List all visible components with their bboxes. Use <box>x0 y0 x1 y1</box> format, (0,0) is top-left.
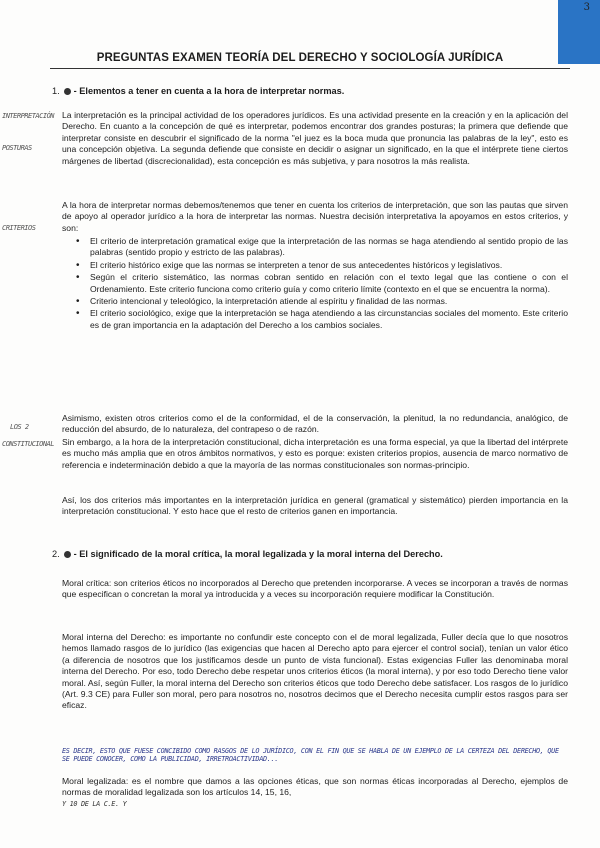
list-item: • Criterio intencional y teleológico, la interpretación atiende al espíritu y finalidad de las normas. <box>74 296 568 307</box>
bullet-icon <box>64 551 71 558</box>
margin-note-criterios: CRITERIOS <box>2 224 36 232</box>
section-1-paragraph-3: Asimismo, existen otros criterios como el de la conformidad, el de la conservación, la plenitud, la no redundancia, analógico, de reducción del absurdo, de lo naturaleza, del contrapeso o de razón. <box>62 413 568 435</box>
section-1-paragraph-5: Así, los dos criterios más importantes en la interpretación jurídica en general (gramatical y sistemático) pierden importancia en la interpretación constitucional. Y esto hace que el resto de criterios ganen en importancia. <box>62 495 568 517</box>
criteria-list <box>74 236 568 332</box>
section-1-paragraph-1: La interpretación es la principal actividad de los operadores jurídicos. Es una actividad presente en la creación y en la aplicación del Derecho. En cuanto a la concepción de qué es interpretar, podemos encontrar dos grandes posturas; la primera que defiende que interpretar consiste en descubrir el significado de la norma "el juez es la boca muda que pronuncia las palabras de la ley", esto es una concepción objetiva. La segunda defiende que consiste en decidir o asignar un significado, en la que el intérprete tiene ciertos márgenes de libertad (discrecionalidad), esta concepción es más subjetiva, y para nosotros la más realista. <box>62 110 568 166</box>
title-underline <box>50 68 570 69</box>
section-1-number: 1. <box>52 86 60 96</box>
moral-interna-paragraph: Moral interna del Derecho: es importante no confundir este concepto con el de moral legalizada, Fuller decía que lo que nosotros hemos llamado rasgos de lo jurídico (las exigencias que hacen al Derecho apto para ejercer el control social), tenían un valor ético (a diferencia de nosotros que los justificamos desde un punto de vista funcional). Estas exigencias Fuller las denominaba moral interna del Derecho. Por eso, todo Derecho debe respetar unos criterios éticos (la moral interna), y por eso todo Derecho tiene valor moral. Así, según Fuller, la moral interna del Derecho son criterios éticos que todo Derecho debe satisfacer. Los rasgos de lo jurídico (Art. 9.3 CE) para Fuller son moral, pero para nosotros no, nosotros decimos que el Derecho necesita cumplir estos rasgos para ser eficaz. <box>62 632 568 711</box>
margin-note-constitucional: CONSTITUCIONAL <box>2 440 55 448</box>
margin-note-los-2: LOS 2 <box>10 423 29 431</box>
margin-note-interpretacion: INTERPRETACIÓN <box>2 112 55 120</box>
list-item: • El criterio de interpretación gramatical exige que la interpretación de las normas se haga atendiendo al sentido propio de las palabras (sentido propio y estricto de las palabras). <box>74 236 568 259</box>
section-1-heading <box>52 86 344 96</box>
list-item: • El criterio histórico exige que las normas se interpreten a tenor de sus antecedentes históricos y legislativos. <box>74 260 568 271</box>
section-1-title: - Elementos a tener en cuenta a la hora de interpretar normas. <box>73 86 345 96</box>
moral-critica-paragraph: Moral crítica: son criterios éticos no incorporados al Derecho que pretenden incorporarse. A veces se incorporan a través de normas que especifican o concretan la moral ya introducida y a veces su incorporación requiere modificar la Constitución. <box>62 578 568 600</box>
moral-legalizada-paragraph: Moral legalizada: es el nombre que damos a las opciones éticas, que son normas éticas incorporadas al Derecho, ejemplos de normas de moralidad legalizada son los artículos 14, 15, 16, <box>62 776 568 798</box>
section-2-heading <box>52 549 443 559</box>
section-2-title: - El significado de la moral crítica, la moral legalizada y la moral interna del Derecho. <box>73 549 443 559</box>
section-2-number: 2. <box>52 549 60 559</box>
bullet-icon <box>64 88 71 95</box>
section-1-paragraph-4: Sin embargo, a la hora de la interpretación constitucional, dicha interpretación es una forma especial, ya que la libertad del intérprete es mucho más amplia que en otros ámbitos normativos, y esto es porque: existen criterios propios, ausencia de marco normativo de referencia e indeterminación debido a que la mayoría de las normas constitucionales son normas-principio. <box>62 437 568 470</box>
document-title: PREGUNTAS EXAMEN TEORÍA DEL DERECHO Y SOCIOLOGÍA JURÍDICA <box>96 52 504 64</box>
handwritten-note-2: Y 10 DE LA C.E. Y <box>62 800 127 808</box>
list-item: • El criterio sociológico, exige que la interpretación se haga atendiendo a las circunstancias sociales del momento. Este criterio es de gran importancia en la adaptación del Derecho a los cambios sociales. <box>74 308 568 331</box>
list-item: • Según el criterio sistemático, las normas cobran sentido en relación con el texto legal que las contiene o con el Ordenamiento. Este criterio funciona como criterio guía y como criterio límite (contexto en el que se encuentra la norma). <box>74 272 568 295</box>
page-number-mark: 3 <box>583 2 590 13</box>
section-1-paragraph-2: A la hora de interpretar normas debemos/tenemos que tener en cuenta los criterios de interpretación, que son las pautas que sirven de apoyo al operador jurídico a la hora de interpretar las normas. Nuestra decisión interpretativa la apoyamos en estos criterios, y son: <box>62 200 568 233</box>
margin-note-posturas: POSTURAS <box>2 144 32 152</box>
handwritten-note-1: ES DECIR, ESTO QUE FUESE CONCIBIDO COMO RASGOS DE LO JURÍDICO, CON EL FIN QUE SE HABLA DE UN EJEMPLO DE LA CERTEZA DEL DERECHO, QUE SE PUEDE CONOCER, COMO LA PUBLICIDAD, IRRETROACTIVIDAD... <box>62 747 559 764</box>
